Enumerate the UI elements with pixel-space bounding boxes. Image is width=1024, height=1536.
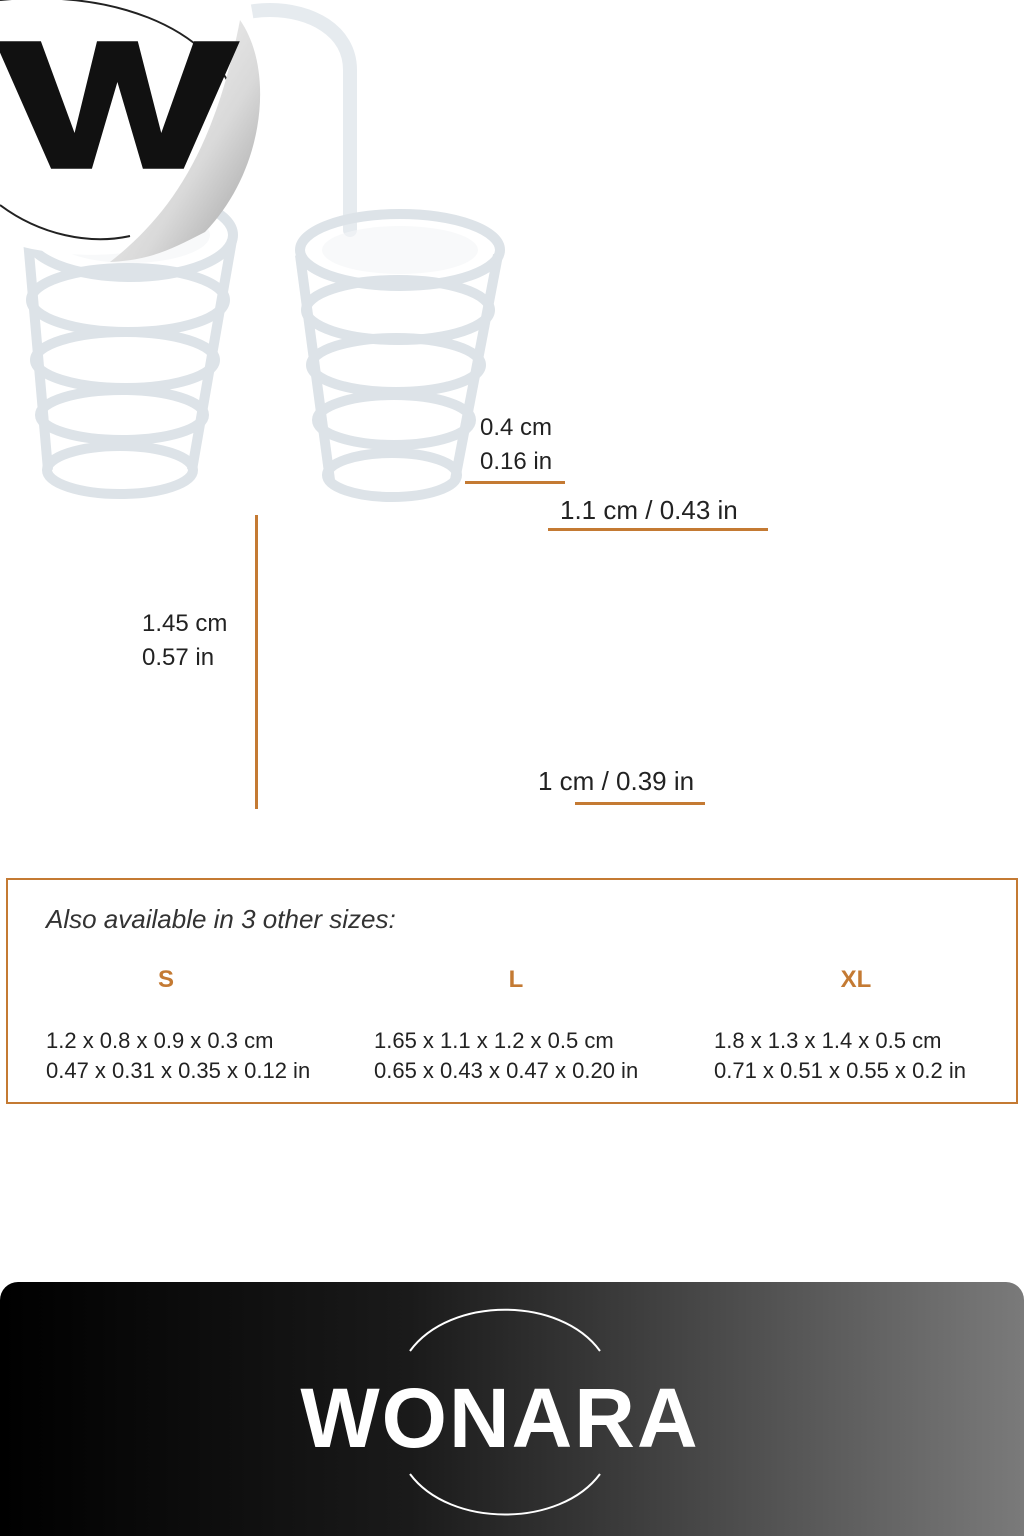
size-dims [374,1026,638,1086]
size-in: 0.65 x 0.43 x 0.47 x 0.20 in [374,1058,639,1083]
size-cm: 1.65 x 1.1 x 1.2 x 0.5 cm [374,1028,614,1053]
brand-name: WONARA [300,1371,700,1465]
size-cm: 1.8 x 1.3 x 1.4 x 0.5 cm [714,1028,942,1053]
other-sizes-panel [6,878,1018,1104]
top-width-dimension-line [548,528,768,531]
size-in: 0.47 x 0.31 x 0.35 x 0.12 in [46,1058,311,1083]
top-width-label: 1.1 cm / 0.43 in [560,495,738,525]
size-dims [46,1026,310,1086]
height-in-label: 0.57 in [142,644,215,671]
size-in: 0.71 x 0.51 x 0.55 x 0.2 in [714,1058,966,1083]
size-label: XL [840,966,872,993]
bridge-dimension-line [465,481,565,484]
other-sizes-heading: Also available in 3 other sizes: [46,904,396,934]
bridge-in-label: 0.16 in [480,448,553,475]
w-logo-sticker-icon [0,0,280,270]
size-cm: 1.2 x 0.8 x 0.9 x 0.3 cm [46,1028,274,1053]
height-dimension-line [255,515,258,809]
size-label: L [508,966,524,993]
brand-footer [0,1282,1024,1536]
bottom-width-label: 1 cm / 0.39 in [538,766,695,796]
size-label: S [157,966,174,993]
bridge-cm-label: 0.4 cm [480,414,553,441]
bottom-width-dimension-line [575,802,705,805]
height-cm-label: 1.45 cm [142,610,228,637]
size-dims [714,1026,966,1086]
